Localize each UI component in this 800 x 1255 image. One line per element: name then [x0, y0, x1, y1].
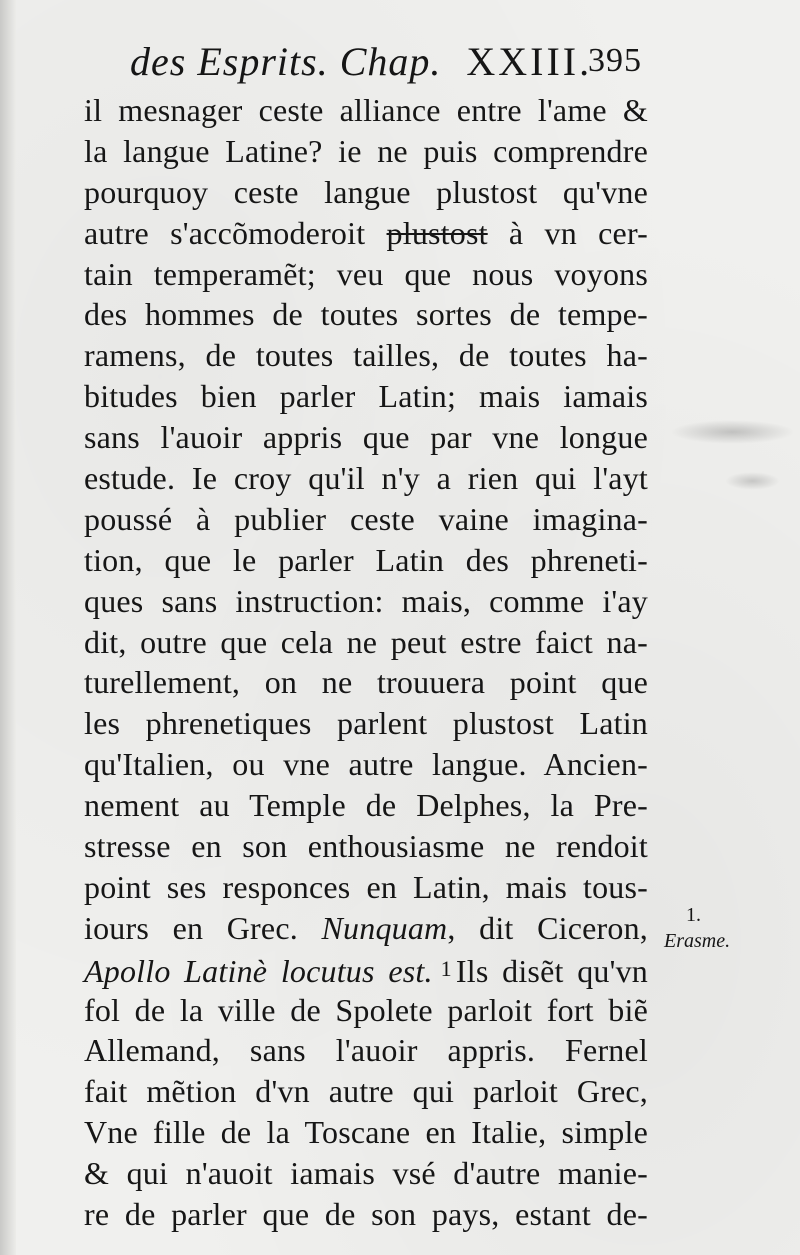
- line-text: Vne fille de la Toscane en Italie, simple: [84, 1114, 648, 1151]
- line-text: , dit Ciceron,: [447, 909, 648, 946]
- chapter-number: XXIII.: [466, 39, 593, 84]
- text-line: [84, 172, 648, 213]
- line-text: fol de la ville de Spolete parloit fort biẽ: [84, 991, 648, 1028]
- line-text: tain temperamẽt; veu que nous voyons: [84, 255, 648, 292]
- body-text: [84, 90, 648, 1235]
- text-line: [84, 499, 648, 540]
- line-text: sans l'auoir appris que par vne longue: [84, 419, 648, 456]
- line-text: dit, outre que cela ne peut estre faict na-: [84, 623, 648, 660]
- text-line: [84, 376, 648, 417]
- margin-note-number: 1.: [686, 904, 701, 926]
- text-line: [84, 1071, 648, 1112]
- line-text: tion, que le parler Latin des phreneti-: [84, 541, 648, 578]
- line-text: Allemand, sans l'auoir appris. Fernel: [84, 1032, 648, 1069]
- page-number: 395: [588, 42, 642, 79]
- text-line: [84, 1194, 648, 1235]
- margin-note-text: Erasme.: [664, 930, 731, 952]
- text-line: [84, 990, 648, 1031]
- text-line: [84, 90, 648, 131]
- text-line: [84, 744, 648, 785]
- text-line: [84, 867, 648, 908]
- line-text: poussé à publier ceste vaine imagina-: [84, 500, 648, 537]
- text-line: [84, 294, 648, 335]
- line-text: & qui n'auoit iamais vsé d'autre manie-: [84, 1155, 648, 1192]
- chapter-label: Chap.: [339, 39, 442, 84]
- running-header: [130, 38, 660, 90]
- line-text: autre s'accõmoderoit: [84, 214, 387, 251]
- text-line: [84, 458, 648, 499]
- line-text: fait mẽtion d'vn autre qui parloit Grec,: [84, 1073, 648, 1110]
- line-text: point ses responces en Latin, mais tous-: [84, 868, 648, 905]
- text-line: [84, 1153, 648, 1194]
- line-text: il mesnager ceste alliance entre l'ame &: [84, 92, 648, 128]
- line-text: ques sans instruction: mais, comme i'ay: [84, 582, 648, 619]
- ink-smudge: [725, 472, 780, 490]
- text-line: [84, 622, 648, 663]
- ink-smudge: [670, 420, 795, 444]
- line-text: nement au Temple de Delphes, la Pre-: [84, 787, 648, 824]
- line-text: iours en Grec.: [84, 909, 322, 946]
- line-text: les phrenetiques parlent plustost Latin: [84, 705, 648, 742]
- line-text: la langue Latine? ie ne puis comprendre: [84, 132, 648, 169]
- running-title: des Esprits.: [130, 39, 329, 84]
- line-text: estude. Ie croy qu'il n'y a rien qui l'ayt: [84, 460, 648, 497]
- line-text: stresse en son enthousiasme ne rendoit: [84, 828, 648, 865]
- text-line: [84, 785, 648, 826]
- text-line: [84, 1030, 648, 1071]
- margin-note: [664, 902, 774, 954]
- line-text: ramens, de toutes tailles, de toutes ha-: [84, 337, 648, 374]
- line-text: pourquoy ceste langue plustost qu'vne: [84, 173, 648, 210]
- text-line: [84, 908, 648, 949]
- text-line: [84, 703, 648, 744]
- text-line: [84, 254, 648, 295]
- text-line: [84, 213, 648, 254]
- text-line: [84, 335, 648, 376]
- italic-text: Apollo Latinè locutus est.: [84, 952, 433, 989]
- text-line: [84, 662, 648, 703]
- line-text: turellement, on ne trouuera point que: [84, 664, 648, 701]
- line-text: bitudes bien parler Latin; mais iamais: [84, 378, 648, 415]
- text-line: [84, 949, 648, 990]
- text-line: [84, 417, 648, 458]
- page-gutter-shadow: [0, 0, 16, 1255]
- struck-text: plustost: [386, 214, 488, 251]
- line-text: des hommes de toutes sortes de tempe-: [84, 296, 648, 333]
- note-marker: 1: [440, 955, 452, 981]
- line-text: à vn cer-: [487, 214, 649, 251]
- text-line: [84, 581, 648, 622]
- italic-text: Nunquam: [321, 909, 448, 946]
- line-text: qu'Italien, ou vne autre langue. Ancien-: [84, 746, 648, 783]
- line-text: re de parler que de son pays, estant de-: [84, 1196, 648, 1233]
- text-line: [84, 131, 648, 172]
- text-line: [84, 1112, 648, 1153]
- text-line: [84, 540, 648, 581]
- text-line: [84, 826, 648, 867]
- line-text: Ils disẽt qu'vn: [455, 952, 648, 989]
